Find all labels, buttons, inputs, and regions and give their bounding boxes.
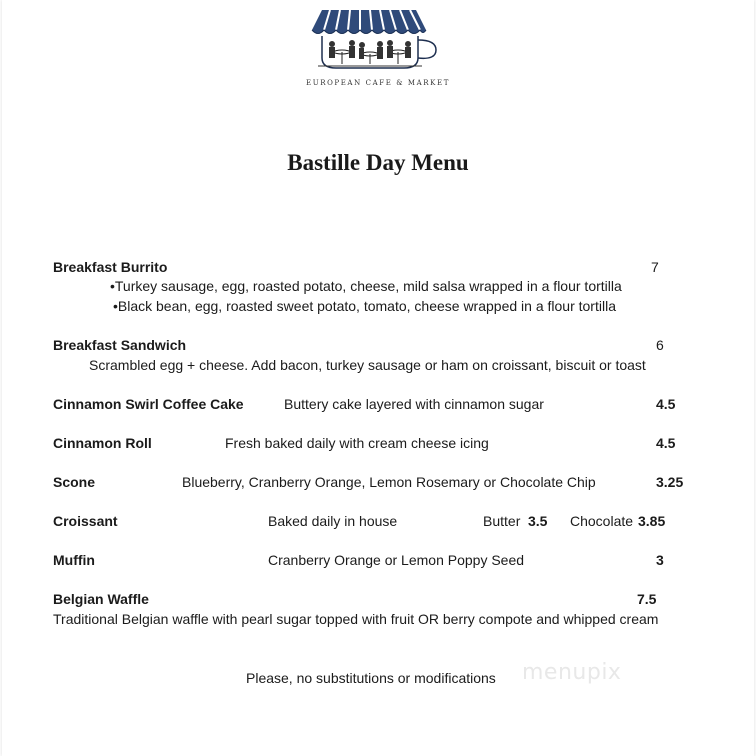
footer-note: Please, no substitutions or modifications (246, 670, 496, 686)
brand-name: EUROPEAN CAFE & MARKET (305, 79, 450, 87)
croissant-chocolate-label: Chocolate (570, 513, 634, 529)
coffee-cake-price: 4.5 (656, 396, 676, 412)
cinnamon-roll-description: Fresh baked daily with cream cheese icing (225, 435, 489, 451)
scone-description: Blueberry, Cranberry Orange, Lemon Rosemary or Chocolate Chip (182, 474, 596, 490)
burrito-name: Breakfast Burrito (53, 259, 168, 275)
coffee-cake-name: Cinnamon Swirl Coffee Cake (53, 396, 244, 412)
waffle-name: Belgian Waffle (53, 591, 149, 607)
cinnamon-roll-price: 4.5 (656, 435, 676, 451)
watermark: menupix (522, 660, 622, 685)
muffin-price: 3 (656, 552, 664, 568)
sandwich-price: 6 (656, 337, 664, 353)
muffin-description: Cranberry Orange or Lemon Poppy Seed (268, 552, 525, 568)
scone-name: Scone (53, 474, 96, 490)
cafe-logo (308, 6, 448, 72)
coffee-cake-description: Buttery cake layered with cinnamon sugar (284, 396, 544, 412)
burrito-option: •Turkey sausage, egg, roasted potato, cheese, mild salsa wrapped in a flour tortilla (110, 278, 622, 294)
croissant-butter-price: 3.5 (528, 513, 548, 529)
sandwich-description: Scrambled egg + cheese. Add bacon, turkey sausage or ham on croissant, biscuit or toast (89, 357, 646, 373)
waffle-price: 7.5 (637, 591, 657, 607)
croissant-description: Baked daily in house (268, 513, 398, 529)
croissant-name: Croissant (53, 513, 118, 529)
menu-title: Bastille Day Menu (287, 150, 469, 175)
menu-page (2, 0, 754, 756)
scone-price: 3.25 (656, 474, 684, 490)
cinnamon-roll-name: Cinnamon Roll (53, 435, 152, 451)
sandwich-name: Breakfast Sandwich (53, 337, 187, 353)
muffin-name: Muffin (53, 552, 95, 568)
croissant-chocolate-price: 3.85 (638, 513, 666, 529)
burrito-price: 7 (651, 259, 659, 275)
burrito-option: •Black bean, egg, roasted sweet potato, tomato, cheese wrapped in a flour tortilla (113, 298, 616, 314)
croissant-butter-label: Butter (483, 513, 521, 529)
waffle-description: Traditional Belgian waffle with pearl sugar topped with fruit OR berry compote and whipped cream (53, 611, 659, 627)
